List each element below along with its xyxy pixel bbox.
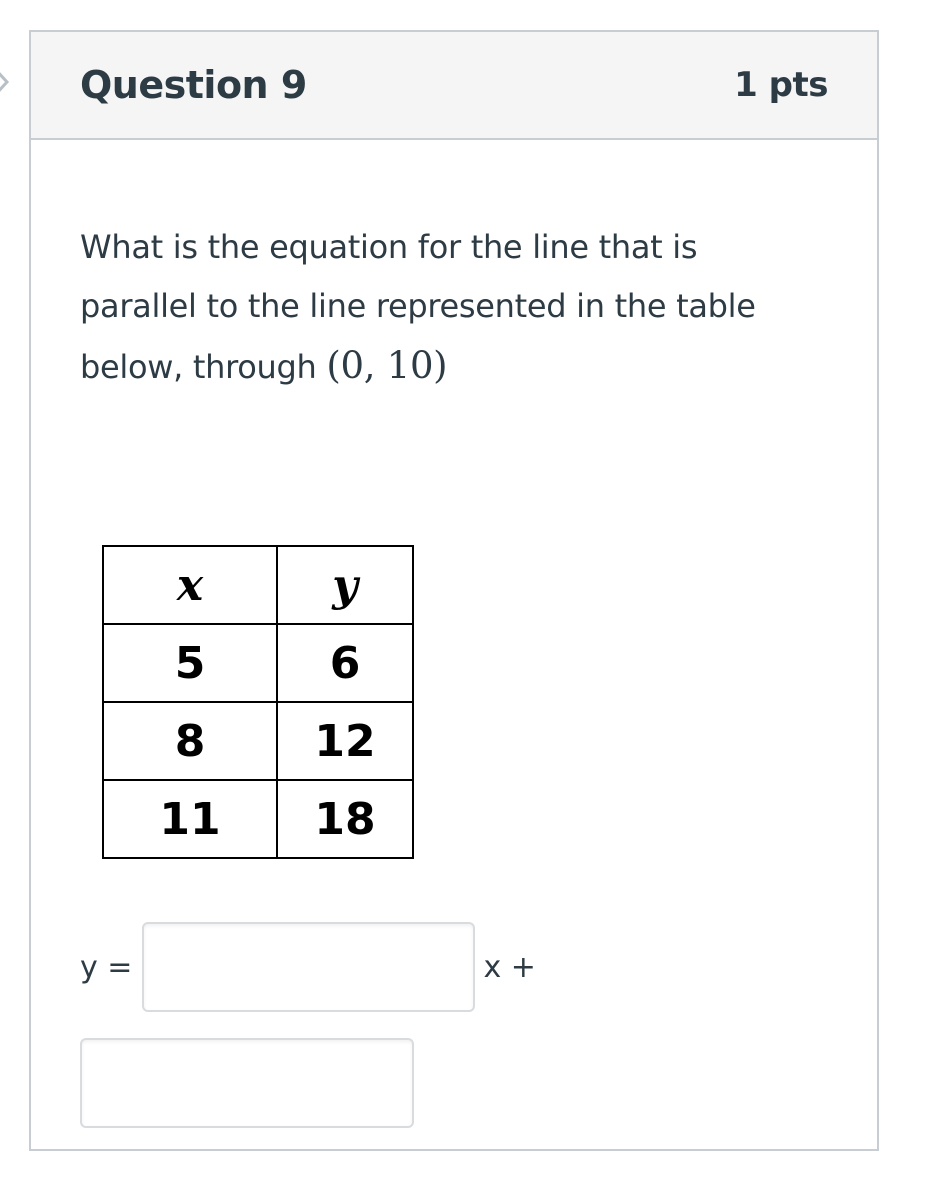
table-header-row bbox=[103, 546, 413, 624]
table-header-y: y bbox=[277, 546, 413, 624]
table-cell-y: 6 bbox=[277, 624, 413, 702]
intercept-input[interactable] bbox=[80, 1038, 414, 1128]
table-cell-x: 8 bbox=[103, 702, 277, 780]
table-cell-y: 18 bbox=[277, 780, 413, 858]
table-row bbox=[103, 780, 413, 858]
table-header-x: x bbox=[103, 546, 277, 624]
question-card bbox=[29, 30, 879, 1151]
answer-row bbox=[80, 922, 536, 1012]
y-equals-label: y = bbox=[80, 949, 133, 985]
table-cell-y: 12 bbox=[277, 702, 413, 780]
x-plus-label: x + bbox=[483, 949, 536, 985]
table-row bbox=[103, 702, 413, 780]
question-title: Question 9 bbox=[80, 63, 307, 107]
question-body bbox=[31, 140, 877, 985]
chevron-right-icon[interactable] bbox=[0, 68, 10, 96]
slope-input[interactable] bbox=[142, 922, 475, 1012]
value-table bbox=[102, 545, 414, 859]
question-prompt bbox=[80, 218, 820, 397]
table-row bbox=[103, 624, 413, 702]
question-header bbox=[31, 32, 877, 140]
question-points: 1 pts bbox=[734, 65, 828, 105]
question-prompt-text: What is the equation for the line that is parallel to the line represented in the table below, through bbox=[80, 228, 756, 386]
question-point: (0, 10) bbox=[326, 344, 448, 387]
table-cell-x: 11 bbox=[103, 780, 277, 858]
table-cell-x: 5 bbox=[103, 624, 277, 702]
